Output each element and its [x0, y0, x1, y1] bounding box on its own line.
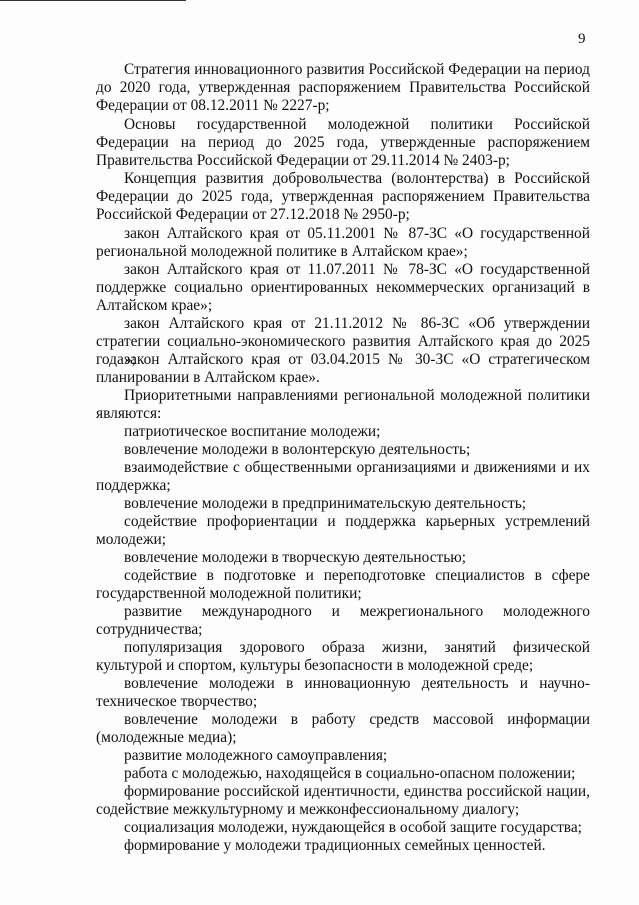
list-item: вовлечение молодежи в творческую деятельностью;	[124, 549, 467, 566]
paragraph: Приоритетными направлениями региональной молодежной политики являются:	[96, 387, 590, 423]
paragraph: Основы государственной молодежной политики Российской Федерации на период до 2025 года, утвержденные распоряжением Правительства Российской Федерации от 29.11.2014 № 2403-р;	[96, 116, 590, 170]
list-item: формирование у молодежи традиционных семейных ценностей.	[124, 837, 546, 854]
list-item: популяризация здорового образа жизни, занятий физической культурой и спортом, культуры безопасности в молодежной среде;	[96, 639, 590, 675]
paragraph: закон Алтайского края от 03.04.2015 № 30-ЗС «О стратегическом планировании в Алтайском крае».	[96, 351, 590, 387]
list-item: социализация молодежи, нуждающейся в особой защите государства;	[124, 819, 582, 836]
list-item: вовлечение молодежи в предпринимательскую деятельность;	[124, 495, 527, 512]
page-number: 9	[578, 31, 586, 47]
paragraph: закон Алтайского края от 05.11.2001 № 87-ЗС «О государственной региональной молодежной политике в Алтайском крае»;	[96, 225, 590, 261]
list-item: формирование российской идентичности, единства российской нации, содействие межкультурному и межконфессиональному диалогу;	[96, 783, 590, 819]
paragraph: закон Алтайского края от 21.11.2012 № 86-ЗС «Об утверждении стратегии социально-экономического развития Алтайского края до 2025 года»;	[96, 315, 590, 369]
list-item: вовлечение молодежи в работу средств массовой информации (молодежные медиа);	[96, 711, 590, 747]
list-item: развитие молодежного самоуправления;	[124, 747, 388, 764]
list-item: патриотическое воспитание молодежи;	[124, 423, 381, 440]
list-item: содействие в подготовке и переподготовке специалистов в сфере государственной молодежной политики;	[96, 567, 590, 603]
paragraph: Стратегия инновационного развития Российской Федерации на период до 2020 года, утвержденная распоряжением Правительства Российской Федерации от 08.12.2011 № 2227-р;	[96, 61, 590, 115]
list-item: взаимодействие с общественными организациями и движениями и их поддержка;	[96, 459, 590, 495]
list-item: развитие международного и межрегионального молодежного сотрудничества;	[96, 603, 590, 639]
top-rule	[0, 0, 186, 1]
list-item: работа с молодежью, находящейся в социально-опасном положении;	[124, 765, 576, 782]
paragraph: закон Алтайского края от 11.07.2011 № 78-ЗС «О государственной поддержке социально ориентированных некоммерческих организаций в Алтайском крае»;	[96, 261, 590, 315]
paragraph: Концепция развития добровольчества (волонтерства) в Российской Федерации до 2025 года, утвержденная распоряжением Правительства Российской Федерации от 27.12.2018 № 2950-р;	[96, 170, 590, 224]
list-item: вовлечение молодежи в инновационную деятельность и научно-техническое творчество;	[96, 675, 590, 711]
list-item: вовлечение молодежи в волонтерскую деятельность;	[124, 441, 471, 458]
list-item: содействие профориентации и поддержка карьерных устремлений молодежи;	[96, 513, 590, 549]
